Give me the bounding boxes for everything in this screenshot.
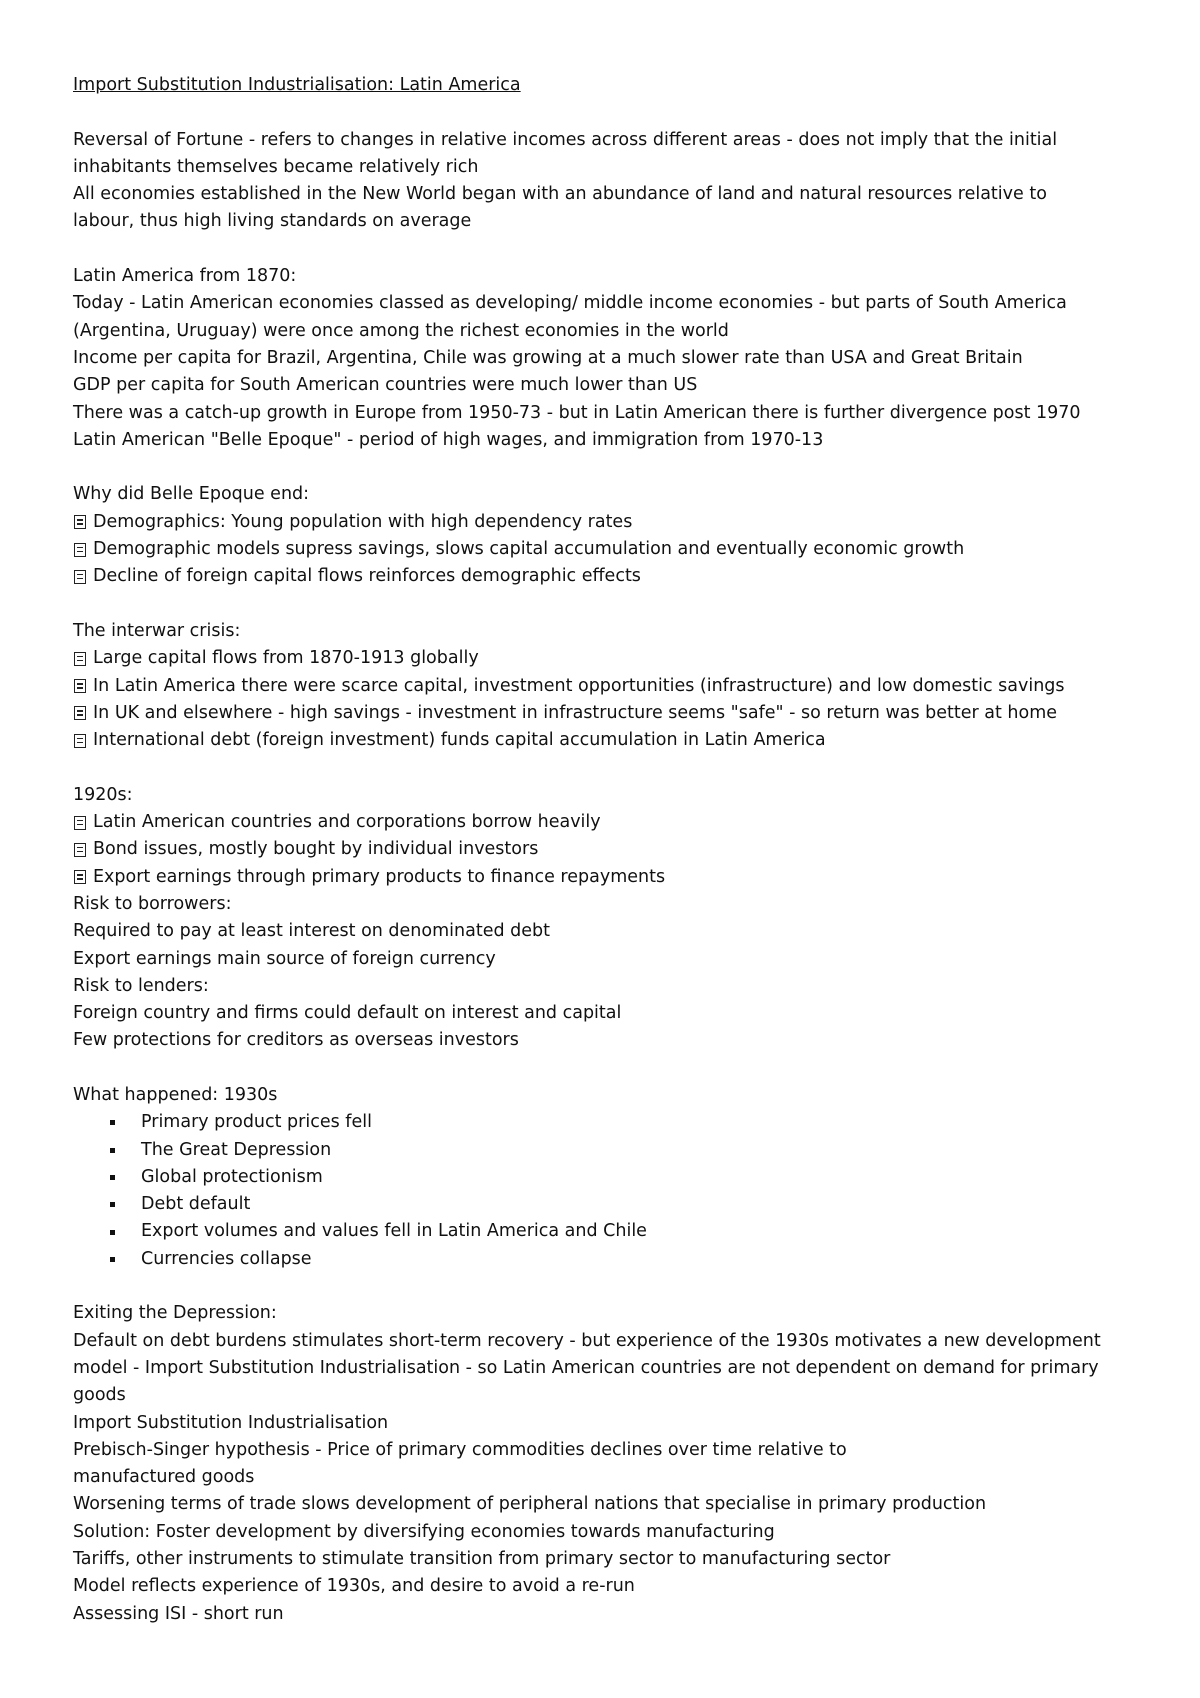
paragraph-line: goods	[73, 1385, 126, 1406]
paragraph-line: GDP per capita for South American countries were much lower than US	[73, 375, 698, 396]
paragraph-line: Foreign country and firms could default on interest and capital	[73, 1003, 622, 1024]
spacer	[73, 591, 1153, 618]
square-bullet-icon	[110, 1120, 115, 1125]
paragraph-line: Import Substitution Industrialisation	[73, 1412, 389, 1433]
paragraph-line: Risk to lenders:	[73, 975, 209, 996]
spacer	[73, 1273, 1153, 1300]
spacer	[73, 236, 1153, 263]
missing-glyph-icon	[74, 843, 86, 857]
list-item	[73, 1191, 1153, 1218]
missing-glyph-icon	[74, 679, 86, 693]
section-heading: The interwar crisis:	[73, 620, 241, 641]
missing-glyph-icon	[74, 870, 86, 884]
paragraph-line: Tariffs, other instruments to stimulate transition from primary sector to manufacturing sector	[73, 1549, 891, 1570]
list-item	[73, 563, 1153, 590]
missing-glyph-icon	[74, 734, 86, 748]
list-item-text: In Latin America there were scarce capital, investment opportunities (infrastructure) and low domestic savings	[93, 675, 1065, 696]
missing-glyph-icon	[74, 816, 86, 830]
list-item	[73, 836, 1153, 863]
list-item-text: International debt (foreign investment) funds capital accumulation in Latin America	[93, 730, 826, 751]
paragraph-line: (Argentina, Uruguay) were once among the richest economies in the world	[73, 320, 729, 341]
list-item	[73, 864, 1153, 891]
list-item-text: Global protectionism	[141, 1166, 323, 1187]
list-item	[73, 645, 1153, 672]
paragraph-line: Few protections for creditors as overseas investors	[73, 1030, 519, 1051]
paragraph-line: Risk to borrowers:	[73, 893, 232, 914]
paragraph-line: Export earnings main source of foreign currency	[73, 948, 496, 969]
section-heading: What happened: 1930s	[73, 1084, 278, 1105]
list-item-text: Primary product prices fell	[141, 1112, 372, 1133]
section-heading: Latin America from 1870:	[73, 266, 297, 287]
paragraph-line: There was a catch-up growth in Europe from 1950-73 - but in Latin American there is further divergence post 1970	[73, 402, 1081, 423]
list-item	[73, 509, 1153, 536]
list-item-text: The Great Depression	[141, 1139, 332, 1160]
list-item	[73, 536, 1153, 563]
paragraph-line: Prebisch-Singer hypothesis - Price of primary commodities declines over time relative to	[73, 1439, 847, 1460]
missing-glyph-icon	[74, 570, 86, 584]
list-item	[73, 809, 1153, 836]
list-item	[73, 1137, 1153, 1164]
list-item-text: Bond issues, mostly bought by individual investors	[93, 839, 539, 860]
square-bullet-icon	[110, 1175, 115, 1180]
list-item-text: Export volumes and values fell in Latin America and Chile	[141, 1221, 647, 1242]
missing-glyph-icon	[74, 543, 86, 557]
square-bullet-icon	[110, 1148, 115, 1153]
paragraph-line: inhabitants themselves became relatively rich	[73, 156, 479, 177]
paragraph-line: manufactured goods	[73, 1467, 255, 1488]
document-page	[73, 72, 1153, 1628]
spacer	[73, 99, 1153, 126]
paragraph-line: All economies established in the New World began with an abundance of land and natural resources relative to	[73, 184, 1047, 205]
paragraph-line: Model reflects experience of 1930s, and desire to avoid a re-run	[73, 1576, 635, 1597]
list-item	[73, 1246, 1153, 1273]
square-bullet-icon	[110, 1257, 115, 1262]
spacer	[73, 1055, 1153, 1082]
list-item-text: Debt default	[141, 1194, 251, 1215]
square-bullet-icon	[110, 1230, 115, 1235]
paragraph-line: Reversal of Fortune - refers to changes in relative incomes across different areas - does not imply that the initial	[73, 129, 1058, 150]
list-item-text: Large capital flows from 1870-1913 globally	[93, 648, 479, 669]
spacer	[73, 754, 1153, 781]
paragraph-line: Solution: Foster development by diversifying economies towards manufacturing	[73, 1521, 775, 1542]
list-item-text: Currencies collapse	[141, 1248, 312, 1269]
list-item	[73, 700, 1153, 727]
list-item	[73, 727, 1153, 754]
square-bullet-icon	[110, 1202, 115, 1207]
list-item-text: Demographic models supress savings, slows capital accumulation and eventually economic growth	[93, 539, 965, 560]
paragraph-line: Income per capita for Brazil, Argentina, Chile was growing at a much slower rate than USA and Great Britain	[73, 347, 1023, 368]
paragraph-line: Required to pay at least interest on denominated debt	[73, 921, 550, 942]
paragraph-line: Today - Latin American economies classed as developing/ middle income economies - but parts of South America	[73, 293, 1067, 314]
missing-glyph-icon	[74, 652, 86, 666]
list-item	[73, 1218, 1153, 1245]
list-item-text: Decline of foreign capital flows reinforces demographic effects	[93, 566, 641, 587]
paragraph-line: model - Import Substitution Industrialisation - so Latin American countries are not dependent on demand for primary	[73, 1357, 1099, 1378]
list-item-text: Latin American countries and corporations borrow heavily	[93, 812, 601, 833]
list-item-text: Export earnings through primary products to finance repayments	[93, 866, 666, 887]
paragraph-line: labour, thus high living standards on average	[73, 211, 472, 232]
document-title: Import Substitution Industrialisation: Latin America	[73, 75, 521, 95]
list-item	[73, 1164, 1153, 1191]
list-item-text: In UK and elsewhere - high savings - investment in infrastructure seems "safe" - so return was better at home	[93, 702, 1058, 723]
paragraph-line: Latin American "Belle Epoque" - period of high wages, and immigration from 1970-13	[73, 429, 824, 450]
list-item-text: Demographics: Young population with high dependency rates	[93, 511, 633, 532]
section-heading: Exiting the Depression:	[73, 1303, 277, 1324]
section-heading: 1920s:	[73, 784, 133, 805]
spacer	[73, 454, 1153, 481]
missing-glyph-icon	[74, 515, 86, 529]
missing-glyph-icon	[74, 706, 86, 720]
section-heading: Why did Belle Epoque end:	[73, 484, 310, 505]
list-item	[73, 673, 1153, 700]
list-item	[73, 1109, 1153, 1136]
paragraph-line: Worsening terms of trade slows development of peripheral nations that specialise in primary production	[73, 1494, 987, 1515]
paragraph-line: Default on debt burdens stimulates short-term recovery - but experience of the 1930s motivates a new development	[73, 1330, 1101, 1351]
paragraph-line: Assessing ISI - short run	[73, 1603, 284, 1624]
